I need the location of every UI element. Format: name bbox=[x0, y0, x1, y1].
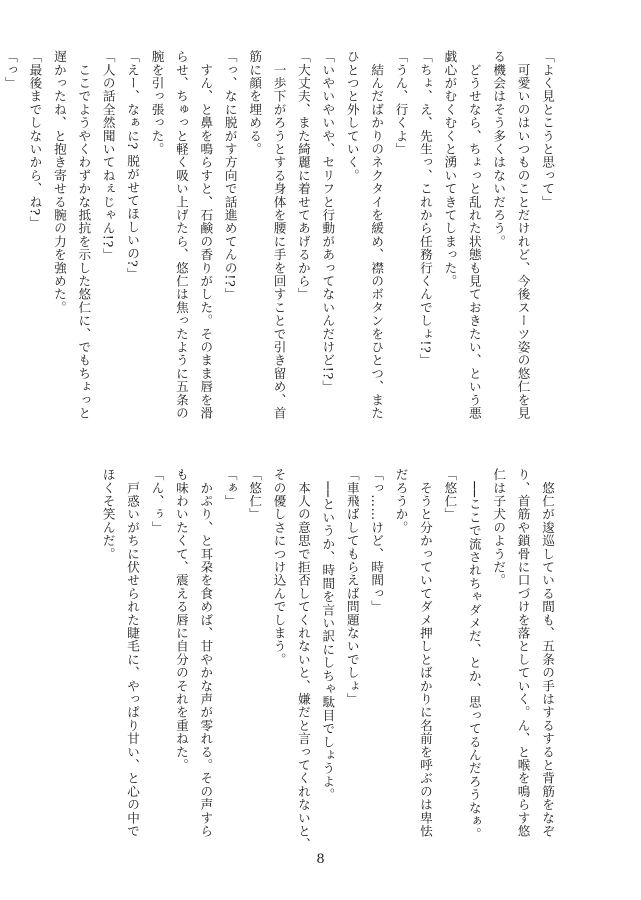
text-line: 一歩下がろうとする身体を腰に手を回すことで引き留め、首 bbox=[271, 50, 287, 420]
text-line: その優しさにつけ込んでしまう。 bbox=[271, 468, 287, 666]
text-line: ひとつと外していく。 bbox=[344, 50, 360, 182]
text-line: ここでようやくわずかな抵抗を示した悠仁に、でもちょっと bbox=[76, 50, 92, 420]
text-line: だろうか。 bbox=[393, 468, 409, 534]
text-line: そうと分かっていてダメ押しとばかりに名前を呼ぶのは卑怯 bbox=[417, 468, 433, 838]
text-line: 「いやいやいや、セリフと行動があってないんだけど!?」 bbox=[320, 50, 336, 394]
text-line: 戸惑いがちに伏せられた睫毛に、やっぱり甘い、と心の中で bbox=[125, 468, 141, 838]
text-line: 戯心がむくむくと湧いてきてしまった。 bbox=[442, 50, 458, 288]
text-line: ほくそ笑んだ。 bbox=[100, 468, 116, 561]
text-line: 「大丈夫、また綺麗に着せてあげるから」 bbox=[295, 50, 311, 301]
page-number: 8 bbox=[316, 852, 325, 867]
text-line: 「えー、なぁに? 脱がせてほしいの?」 bbox=[125, 50, 141, 281]
text-line: 「悠仁」 bbox=[247, 468, 263, 521]
text-line: 「ん、ぅ」 bbox=[149, 468, 165, 534]
text-line: も味わいたくて、震える唇に自分のそれを重ねた。 bbox=[173, 468, 189, 772]
text-line: 可愛いのはいつものことだけれど、今後スーツ姿の悠仁を見 bbox=[515, 50, 531, 420]
text-line: 「ちょ、え、先生っ、これから任務行くんでしょ!?」 bbox=[417, 50, 433, 367]
text-line: 結んだばかりのネクタイを緩め、襟のボタンをひとつ、また bbox=[369, 50, 385, 420]
text-line: 仁は子犬のようだ。 bbox=[491, 468, 507, 587]
upper-text-block bbox=[0, 50, 559, 430]
text-line: すん、と鼻を鳴らすと、石鹸の香りがした。そのまま唇を滑 bbox=[198, 50, 214, 420]
text-line: かぷり、と耳朶を食めば、甘やかな声が零れる。その声すら bbox=[198, 468, 214, 838]
text-line: ──というか、時間を言い訳にしちゃ駄目でしょうよ。 bbox=[320, 468, 336, 802]
text-line: 「車飛ばしてもらえば問題ないでしょ」 bbox=[344, 468, 360, 706]
text-line: 遅かったね、と抱き寄せる腕の力を強めた。 bbox=[51, 50, 67, 314]
text-line: 「っ、なに脱がす方向で話進めてんの!?」 bbox=[222, 50, 238, 301]
text-line: 「うん、行くよ」 bbox=[393, 50, 409, 156]
text-line: る機会はそう多くはないだろう。 bbox=[491, 50, 507, 248]
lower-text-block bbox=[95, 468, 559, 851]
text-line: 「っ……けど、時間っ」 bbox=[369, 468, 385, 614]
text-line: 筋に顔を埋める。 bbox=[247, 50, 263, 156]
text-line: 腕を引っ張った。 bbox=[149, 50, 165, 156]
text-line: 悠仁が逡巡している間も、五条の手はするすると背筋をなぞ bbox=[540, 468, 555, 838]
text-line: ──ここで流されちゃダメだ、とか、思ってるんだろうなぁ。 bbox=[466, 468, 482, 841]
text-line: 「最後までしないから、ね?」 bbox=[27, 50, 43, 229]
text-line: 「ぁ」 bbox=[222, 468, 238, 508]
text-line: 「よく見とこうと思って」 bbox=[540, 50, 555, 209]
text-line: 「悠仁」 bbox=[442, 468, 458, 521]
text-line: 本人の意思で拒否してくれないと、嫌だと言ってくれないと、 bbox=[295, 468, 311, 851]
text-line: 「っ」 bbox=[3, 50, 19, 90]
text-line: どうせなら、ちょっと乱れた状態も見ておきたい、という悪 bbox=[466, 50, 482, 420]
text-line: 「人の話全然聞いてねぇじゃん!?」 bbox=[100, 50, 116, 262]
text-line: り、首筋や鎖骨に口づけを落としていく。ん、と喉を鳴らす悠 bbox=[515, 468, 531, 838]
text-line: らせ、ちゅっと軽く吸い上げたら、悠仁は焦ったように五条の bbox=[173, 50, 189, 420]
